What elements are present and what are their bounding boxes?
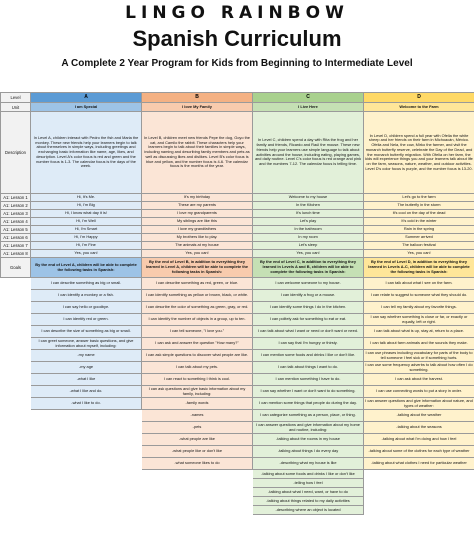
goal-cell: -my age <box>31 362 142 374</box>
lesson-cell: In the bathroom <box>253 226 364 234</box>
lesson-cell: Yes, you can! <box>364 250 474 258</box>
goal-row <box>1 488 474 497</box>
goals-intro-a: By the end of Level A, children will be able to complete the following tasks in Spanish: <box>31 258 142 278</box>
goal-cell <box>31 410 142 422</box>
goal-row-spacer <box>1 290 31 302</box>
lesson-row <box>1 250 474 258</box>
page-header <box>0 0 474 92</box>
lesson-cell: Hi, I'm Well <box>31 218 142 226</box>
page-title: Spanish Curriculum <box>132 26 342 51</box>
goal-cell: I can talk about what is up, stay at, return to a place. <box>364 326 474 338</box>
description-d: In Level D, children spend a full year with Ofelia the white sheep and her friends on their farm in Michoacán, México. Ofelia and Nela, the cow, Mirko the farmer, and visit the monarch butterfly reserve, celebrate the Day of the Dead, and the monarch butterfly migration. With Ofelia on her farm, the kids will experience things you and your learners talk about life on the farm, seasons, nature, weather, and outdoor activities. Level D's color focus is purple, and the number focus is 13-20. <box>364 112 474 194</box>
goals-intro-row <box>1 258 474 278</box>
lesson-label: A1: Lesson 6 <box>1 234 31 242</box>
goal-cell: I can tell someone, "I love you." <box>142 326 253 338</box>
goal-cell: I can identify a monkey or a fish. <box>31 290 142 302</box>
goal-row-spacer <box>1 374 31 386</box>
level-header-a: A <box>31 93 142 103</box>
goal-cell: I can say hello or goodbye. <box>31 302 142 314</box>
goal-row <box>1 458 474 470</box>
goal-cell: I can use connecting words to put a story in order. <box>364 386 474 398</box>
lesson-label: A1: Lesson 8 <box>1 250 31 258</box>
goal-cell: -family words <box>142 398 253 410</box>
lesson-label: A1: Lesson 2 <box>1 202 31 210</box>
goal-row-spacer <box>1 410 31 422</box>
goal-cell: -describing what my house is like <box>253 458 364 470</box>
goal-row-spacer <box>1 278 31 290</box>
goal-cell: -what I like <box>31 374 142 386</box>
lesson-cell: It's cold in the winter <box>364 218 474 226</box>
goal-row-spacer <box>1 362 31 374</box>
goals-intro-c: By the end of Level C, in addition to everything they learned in Levels A and B, children will be able to complete the following tasks in Spanish: <box>253 258 364 278</box>
goal-cell: I can ask about the harvest. <box>364 374 474 386</box>
goal-row <box>1 278 474 290</box>
row-label-goals: Goals <box>1 258 31 278</box>
lesson-cell: Welcome to my house <box>253 194 364 202</box>
level-header-c: C <box>253 93 364 103</box>
goals-intro-b: By the end of Level B, in addition to everything they learned in Level A, children will be able to complete the following tasks in Spanish: <box>142 258 253 278</box>
lesson-cell: These are my parents <box>142 202 253 210</box>
lesson-row <box>1 234 474 242</box>
goal-cell: I can greet someone, answer basic questions, and give information about myself, including: <box>31 338 142 350</box>
goal-cell: -talking about things I do every day <box>253 446 364 458</box>
goal-row <box>1 338 474 350</box>
goal-cell: I can talk about my pets. <box>142 362 253 374</box>
level-header-b: B <box>142 93 253 103</box>
goal-cell: I can describe the color of something as green, gray, or red. <box>142 302 253 314</box>
goals-intro-d: By the end of Level D, in addition to everything they learned in Levels A-C, children will be able to complete the following tasks in Spanish: <box>364 258 474 278</box>
goal-cell <box>364 488 474 497</box>
level-header-d: D <box>364 93 474 103</box>
goal-cell: -describing where an object is located <box>253 506 364 515</box>
goal-cell: I can identify the number of objects in a group, up to ten. <box>142 314 253 326</box>
goal-cell <box>31 497 142 506</box>
goal-cell: I can talk about things I want to do. <box>253 362 364 374</box>
goal-cell: I can talk about what I want or need or don't want or need. <box>253 326 364 338</box>
goal-row <box>1 422 474 434</box>
goal-cell: I can describe the size of something as big or small. <box>31 326 142 338</box>
goal-cell: I can describe something as big or small. <box>31 278 142 290</box>
goal-row-spacer <box>1 488 31 497</box>
goal-cell: -talking about the rooms in my house <box>253 434 364 446</box>
goal-cell: -what I like and do. <box>31 386 142 398</box>
lesson-cell: The butterfly in the storm <box>364 202 474 210</box>
goal-cell <box>31 470 142 479</box>
goal-cell: I can identify red or green. <box>31 314 142 326</box>
goal-cell: I can relate to suggest to someone what they should do. <box>364 290 474 302</box>
page-subtitle: A Complete 2 Year Program for Kids from Beginning to Intermediate Level <box>61 58 413 69</box>
goal-row-spacer <box>1 506 31 515</box>
goal-cell: -telling how I feel <box>253 479 364 488</box>
goal-cell <box>31 434 142 446</box>
goal-cell: I can welcome someone to my house. <box>253 278 364 290</box>
row-label-unit: Unit <box>1 103 31 112</box>
goal-cell: I can use some frequency adverbs to talk about how often I do something. <box>365 361 473 372</box>
lesson-cell: Summer arrived <box>364 234 474 242</box>
goal-cell: I can ask simple questions to discover what people are like. <box>142 350 253 362</box>
description-c: In Level C, children spend a day with Rita the frog and her family and friends, Ricardo and Raúl the mouse. These new friends help your learners use simple language to talk about activities around the house, including eating, playing games, and daily routine. Level C's color focus is red orange and pink and the numbers 7-12. The calendar focus is telling time. <box>253 112 364 194</box>
goal-row-spacer <box>1 422 31 434</box>
unit-name-a: I am Special <box>31 103 142 112</box>
goal-cell: I can say that I'm hungry or thirsty. <box>253 338 364 350</box>
goal-cell: I can mention something I have to do. <box>253 374 364 386</box>
goal-cell: I can talk about what I see on the farm. <box>364 278 474 290</box>
lesson-cell: I love my grandfathers <box>142 226 253 234</box>
unit-name-d: Welcome to the Farm <box>364 103 474 112</box>
goal-cell <box>364 479 474 488</box>
goal-cell <box>364 506 474 515</box>
brand-logo: LINGO RAINBOW <box>125 3 349 23</box>
goal-cell: -talking about what I'm doing and how I feel <box>364 434 474 446</box>
goal-row <box>1 479 474 488</box>
goal-cell: -what I like to do. <box>31 398 142 410</box>
goal-row-spacer <box>1 479 31 488</box>
lesson-cell: Let's play <box>253 218 364 226</box>
goal-row <box>1 350 474 362</box>
goal-row-spacer <box>1 338 31 350</box>
goal-cell: -talking about the weather <box>364 410 474 422</box>
lesson-row <box>1 202 474 210</box>
lesson-cell: It's cool on the day of the dead <box>364 210 474 218</box>
lesson-row <box>1 242 474 250</box>
goal-cell: I can categorize something as a person, place, or thing. <box>253 410 364 422</box>
goal-cell <box>31 458 142 470</box>
goal-cell: -talking about some of the clothes for each type of weather <box>364 446 474 458</box>
goal-row-spacer <box>1 497 31 506</box>
goal-cell: -talking about the seasons <box>364 422 474 434</box>
lesson-cell: The balloon festival <box>364 242 474 250</box>
goal-row-spacer <box>1 446 31 458</box>
goal-cell <box>364 470 474 479</box>
goal-row-spacer <box>1 350 31 362</box>
goal-cell <box>31 479 142 488</box>
goal-row-spacer <box>1 470 31 479</box>
goal-cell: I can ask questions and give basic information about my family, including: <box>142 386 253 398</box>
goal-cell <box>31 422 142 434</box>
lesson-cell: Rain in the spring <box>364 226 474 234</box>
goal-cell: I can politely ask for something to eat or eat. <box>253 314 364 326</box>
goal-row-spacer <box>1 398 31 410</box>
goal-cell: I can identify some things I do in the kitchen. <box>253 302 364 314</box>
lesson-row <box>1 218 474 226</box>
goal-cell <box>142 497 253 506</box>
goal-row <box>1 290 474 302</box>
level-row <box>1 93 474 103</box>
lesson-cell: Hi, I'm Smart <box>31 226 142 234</box>
lesson-cell: Hi, I'm Happy <box>31 234 142 242</box>
goal-row <box>1 326 474 338</box>
goal-cell: -talking about what I need, want, or have to do <box>253 488 364 497</box>
lesson-cell: I love my grandparents <box>142 210 253 218</box>
goal-cell: -pets <box>142 422 253 434</box>
goal-cell: I can describe something as red, green, or blue. <box>142 278 253 290</box>
row-label-level: Level <box>1 93 31 103</box>
goal-cell <box>31 446 142 458</box>
goal-row <box>1 386 474 398</box>
goal-cell: I can identify something as yellow or brown, black, or white. <box>142 290 253 302</box>
lesson-cell: It's my birthday <box>142 194 253 202</box>
lesson-cell: My brothers like to play. <box>142 234 253 242</box>
lesson-cell: Hi, I know what day it is! <box>31 210 142 218</box>
description-a: In Level A, children interact with Pedro the fish and Maria the monkey. These new friends help your learners begin to talk about themselves in simple ways, including greetings and exchanging basic information like name, age, likes, and description. Level A's color focus is red and green and the number focus is 1-3. The calendar focus is the days of the week. <box>31 112 142 194</box>
goal-row <box>1 446 474 458</box>
goal-row-spacer <box>1 326 31 338</box>
lesson-label: A1: Lesson 1 <box>1 194 31 202</box>
goal-cell <box>142 470 253 479</box>
lesson-row <box>1 226 474 234</box>
curriculum-table <box>0 92 474 515</box>
description-b: In Level B, children meet new friends Pepe the dog, Goyo the cat, and Camilo the rabbit. These characters help your learners begin to talk about their families in simple ways, including naming and describing family members and pets as well as discussing likes and dislikes. Level B's color focus is blue and yellow, and the number focus is 4-6. The calendar focus is the months of the year. <box>142 112 253 194</box>
goal-cell: -what people like or don't like <box>142 446 253 458</box>
goal-row <box>1 374 474 386</box>
goal-cell: I can answer questions and give information about my home and routine, including: <box>253 422 364 434</box>
goal-cell: -what someone likes to do <box>142 458 253 470</box>
goal-row <box>1 398 474 410</box>
lesson-cell: In my room <box>253 234 364 242</box>
goal-row <box>1 410 474 422</box>
goal-cell: -names <box>142 410 253 422</box>
lesson-label: A1: Lesson 7 <box>1 242 31 250</box>
lesson-row <box>1 210 474 218</box>
goal-row-spacer <box>1 302 31 314</box>
lesson-cell: My siblings are like this <box>142 218 253 226</box>
lesson-cell: The animals at my house <box>142 242 253 250</box>
description-row <box>1 112 474 194</box>
goal-row <box>1 302 474 314</box>
lesson-cell: Hi, I'm Big <box>31 202 142 210</box>
lesson-cell: Yes, you can! <box>142 250 253 258</box>
goal-row-spacer <box>1 458 31 470</box>
lesson-row <box>1 194 474 202</box>
goal-row <box>1 434 474 446</box>
lesson-cell: Yes, you can! <box>31 250 142 258</box>
lesson-cell: Yes, you can! <box>253 250 364 258</box>
goal-cell <box>364 497 474 506</box>
goal-cell <box>31 488 142 497</box>
unit-row <box>1 103 474 112</box>
goal-cell: -talking about what clothes I need for particular weather <box>364 458 474 470</box>
goal-cell: I can say whether something is close or far, or exactly or equally, left or right. <box>364 314 474 326</box>
lesson-cell: Let's sleep <box>253 242 364 250</box>
lesson-cell: Let's go to the farm <box>364 194 474 202</box>
lesson-cell: Hi, It's Me. <box>31 194 142 202</box>
goal-cell: I can say whether I want or don't want to do something. <box>253 386 364 398</box>
goal-row <box>1 362 474 374</box>
goal-row-spacer <box>1 434 31 446</box>
goal-cell: -my name <box>31 350 142 362</box>
goal-cell: I can react to something I think is cool. <box>142 374 253 386</box>
unit-name-b: I love My Family <box>142 103 253 112</box>
goal-row <box>1 314 474 326</box>
goal-cell: I can mention some things that people do during the day. <box>253 398 364 410</box>
goal-row <box>1 506 474 515</box>
goal-cell <box>142 488 253 497</box>
goal-cell: I can talk about farm animals and the sounds they make. <box>364 338 474 350</box>
goal-cell <box>31 506 142 515</box>
goal-row-spacer <box>1 314 31 326</box>
goal-cell: I can use phrases including vocabulary for parts of the body to tell someone I feel sick or if something hurts. <box>365 349 473 360</box>
goal-cell: I can mention some foods and drinks I like or don't like. <box>253 350 364 362</box>
lesson-label: A1: Lesson 5 <box>1 226 31 234</box>
goal-cell: -talking about things related to my daily activities <box>253 497 364 506</box>
lesson-cell: In the Kitchen <box>253 202 364 210</box>
goal-cell: I can answer questions and give information about nature, and types of weather: <box>365 397 473 408</box>
goal-cell: I can tell my family about my favorite things. <box>364 302 474 314</box>
goal-row <box>1 470 474 479</box>
goal-row <box>1 497 474 506</box>
goal-cell: I can identify a frog or a mouse. <box>253 290 364 302</box>
goal-row-spacer <box>1 386 31 398</box>
goal-cell: I can ask and answer the question "How many?" <box>142 338 253 350</box>
lesson-label: A1: Lesson 3 <box>1 210 31 218</box>
goal-cell: -what people are like <box>142 434 253 446</box>
row-label-description: Description <box>1 112 31 194</box>
goal-cell <box>142 479 253 488</box>
goal-cell <box>142 506 253 515</box>
unit-name-c: I Live Here <box>253 103 364 112</box>
goal-cell: -talking about some foods and drinks I like or don't like <box>253 470 364 479</box>
lesson-cell: Hi, I'm Fine <box>31 242 142 250</box>
lesson-label: A1: Lesson 4 <box>1 218 31 226</box>
lesson-cell: It's lunch time <box>253 210 364 218</box>
